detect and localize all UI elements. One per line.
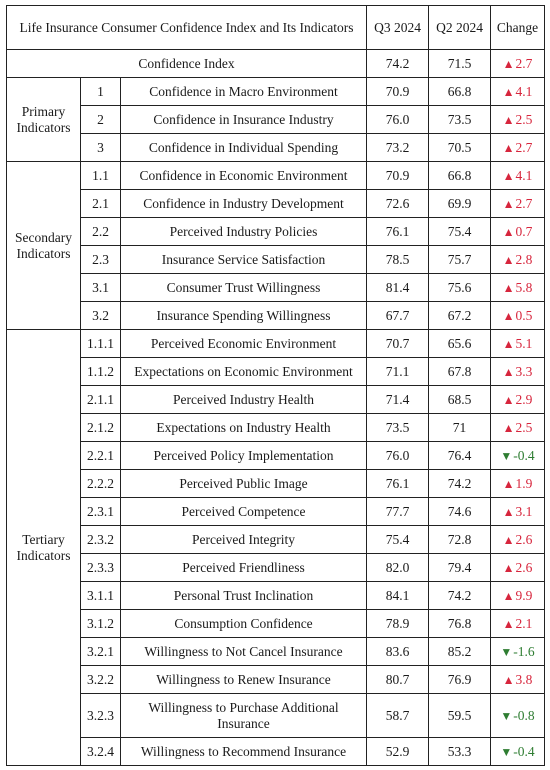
indicator-code: 2.1.2 xyxy=(81,414,121,442)
up-triangle-icon: ▲ xyxy=(502,420,515,435)
q3-value: 76.1 xyxy=(367,218,429,246)
change-value xyxy=(491,78,545,106)
change-value xyxy=(491,246,545,274)
change-number: 2.5 xyxy=(515,111,533,127)
overall-row xyxy=(7,50,545,78)
up-triangle-icon: ▲ xyxy=(502,532,515,547)
change-value xyxy=(491,610,545,638)
change-number: 2.9 xyxy=(515,391,533,407)
down-triangle-icon: ▼ xyxy=(500,744,513,759)
q3-value: 76.0 xyxy=(367,106,429,134)
change-number: -0.8 xyxy=(513,707,535,723)
change-number: 2.6 xyxy=(515,559,533,575)
q3-value: 76.1 xyxy=(367,470,429,498)
q2-value: 66.8 xyxy=(429,162,491,190)
change-value xyxy=(491,358,545,386)
q2-value: 66.8 xyxy=(429,78,491,106)
change-value xyxy=(491,738,545,766)
q3-value: 70.9 xyxy=(367,162,429,190)
up-triangle-icon: ▲ xyxy=(502,364,515,379)
q3-value: 84.1 xyxy=(367,582,429,610)
indicator-code: 1.1.2 xyxy=(81,358,121,386)
confidence-index-table xyxy=(6,5,545,766)
indicator-name: Confidence in Individual Spending xyxy=(121,134,367,162)
q2-value: 76.8 xyxy=(429,610,491,638)
change-value xyxy=(491,638,545,666)
up-triangle-icon: ▲ xyxy=(502,112,515,127)
change-value xyxy=(491,442,545,470)
change-number: 4.1 xyxy=(515,83,533,99)
indicator-name: Perceived Integrity xyxy=(121,526,367,554)
change-value xyxy=(491,694,545,738)
indicator-code: 2.3.1 xyxy=(81,498,121,526)
indicator-name: Perceived Industry Policies xyxy=(121,218,367,246)
q2-value: 68.5 xyxy=(429,386,491,414)
indicator-code: 3.2 xyxy=(81,302,121,330)
overall-label: Confidence Index xyxy=(7,50,367,78)
indicator-code: 3.2.1 xyxy=(81,638,121,666)
indicator-code: 3.2.3 xyxy=(81,694,121,738)
indicator-name: Willingness to Renew Insurance xyxy=(121,666,367,694)
change-value xyxy=(491,218,545,246)
change-number: 2.7 xyxy=(515,195,533,211)
table-row xyxy=(7,526,545,554)
indicator-name: Willingness to Purchase Additional Insurance xyxy=(121,694,367,738)
indicator-code: 3.2.4 xyxy=(81,738,121,766)
overall-q3: 74.2 xyxy=(367,50,429,78)
q2-value: 75.4 xyxy=(429,218,491,246)
table-row xyxy=(7,638,545,666)
up-triangle-icon: ▲ xyxy=(502,616,515,631)
table-body xyxy=(7,6,545,766)
q2-value: 85.2 xyxy=(429,638,491,666)
header-row xyxy=(7,6,545,50)
indicator-name: Consumption Confidence xyxy=(121,610,367,638)
indicator-name: Willingness to Recommend Insurance xyxy=(121,738,367,766)
indicator-code: 2 xyxy=(81,106,121,134)
table-row xyxy=(7,274,545,302)
change-value xyxy=(491,498,545,526)
change-number: 3.8 xyxy=(515,671,533,687)
change-value xyxy=(491,274,545,302)
table-row xyxy=(7,470,545,498)
q3-value: 67.7 xyxy=(367,302,429,330)
table-title: Life Insurance Consumer Confidence Index and Its Indicators xyxy=(7,6,367,50)
table-row xyxy=(7,162,545,190)
up-triangle-icon: ▲ xyxy=(502,672,515,687)
up-triangle-icon: ▲ xyxy=(502,196,515,211)
change-number: 2.6 xyxy=(515,531,533,547)
change-number: -0.4 xyxy=(513,743,535,759)
q2-value: 74.6 xyxy=(429,498,491,526)
overall-q2: 71.5 xyxy=(429,50,491,78)
group-label: Secondary Indicators xyxy=(7,162,81,330)
indicator-code: 2.3 xyxy=(81,246,121,274)
indicator-name: Perceived Policy Implementation xyxy=(121,442,367,470)
change-value xyxy=(491,386,545,414)
indicator-code: 2.3.2 xyxy=(81,526,121,554)
change-value xyxy=(491,554,545,582)
table-row xyxy=(7,498,545,526)
up-triangle-icon: ▲ xyxy=(502,308,515,323)
table-row xyxy=(7,386,545,414)
down-triangle-icon: ▼ xyxy=(500,644,513,659)
indicator-name: Expectations on Industry Health xyxy=(121,414,367,442)
indicator-name: Insurance Spending Willingness xyxy=(121,302,367,330)
q2-value: 75.6 xyxy=(429,274,491,302)
change-number: 5.1 xyxy=(515,335,533,351)
q2-value: 74.2 xyxy=(429,582,491,610)
q3-value: 81.4 xyxy=(367,274,429,302)
q2-value: 70.5 xyxy=(429,134,491,162)
q3-value: 70.7 xyxy=(367,330,429,358)
change-number: 2.8 xyxy=(515,251,533,267)
up-triangle-icon: ▲ xyxy=(502,168,515,183)
change-value xyxy=(491,106,545,134)
q2-value: 73.5 xyxy=(429,106,491,134)
indicator-code: 1.1.1 xyxy=(81,330,121,358)
indicator-name: Confidence in Insurance Industry xyxy=(121,106,367,134)
q3-value: 73.2 xyxy=(367,134,429,162)
q2-column-header: Q2 2024 xyxy=(429,6,491,50)
indicator-code: 2.2.1 xyxy=(81,442,121,470)
table-row xyxy=(7,694,545,738)
q3-value: 58.7 xyxy=(367,694,429,738)
q2-value: 67.8 xyxy=(429,358,491,386)
table-row xyxy=(7,134,545,162)
indicator-code: 2.1 xyxy=(81,190,121,218)
indicator-name: Perceived Public Image xyxy=(121,470,367,498)
indicator-code: 1.1 xyxy=(81,162,121,190)
table-row xyxy=(7,330,545,358)
change-value xyxy=(491,470,545,498)
q3-value: 78.5 xyxy=(367,246,429,274)
change-number: -1.6 xyxy=(513,643,535,659)
change-value xyxy=(491,134,545,162)
change-number: 5.8 xyxy=(515,279,533,295)
table-row xyxy=(7,358,545,386)
overall-change xyxy=(491,50,545,78)
change-value xyxy=(491,302,545,330)
q3-value: 75.4 xyxy=(367,526,429,554)
indicator-name: Perceived Economic Environment xyxy=(121,330,367,358)
table-row xyxy=(7,738,545,766)
change-number: 1.9 xyxy=(515,475,533,491)
q2-value: 69.9 xyxy=(429,190,491,218)
q3-value: 76.0 xyxy=(367,442,429,470)
indicator-code: 2.1.1 xyxy=(81,386,121,414)
q3-value: 82.0 xyxy=(367,554,429,582)
q2-value: 59.5 xyxy=(429,694,491,738)
q3-value: 80.7 xyxy=(367,666,429,694)
change-column-header: Change xyxy=(491,6,545,50)
change-number: 3.1 xyxy=(515,503,533,519)
change-value xyxy=(491,526,545,554)
q2-value: 67.2 xyxy=(429,302,491,330)
indicator-name: Personal Trust Inclination xyxy=(121,582,367,610)
indicator-code: 2.3.3 xyxy=(81,554,121,582)
indicator-name: Willingness to Not Cancel Insurance xyxy=(121,638,367,666)
q3-value: 52.9 xyxy=(367,738,429,766)
down-triangle-icon: ▼ xyxy=(500,708,513,723)
change-number: 0.7 xyxy=(515,223,533,239)
table-row xyxy=(7,442,545,470)
indicator-code: 3.1 xyxy=(81,274,121,302)
indicator-code: 3.2.2 xyxy=(81,666,121,694)
indicator-name: Perceived Friendliness xyxy=(121,554,367,582)
change-number: 2.5 xyxy=(515,419,533,435)
table-row xyxy=(7,218,545,246)
q3-value: 83.6 xyxy=(367,638,429,666)
up-triangle-icon: ▲ xyxy=(502,476,515,491)
indicator-name: Consumer Trust Willingness xyxy=(121,274,367,302)
table-row xyxy=(7,554,545,582)
up-triangle-icon: ▲ xyxy=(502,56,515,71)
table-row xyxy=(7,246,545,274)
up-triangle-icon: ▲ xyxy=(502,280,515,295)
table-row xyxy=(7,666,545,694)
q2-value: 76.9 xyxy=(429,666,491,694)
indicator-name: Insurance Service Satisfaction xyxy=(121,246,367,274)
q3-value: 71.4 xyxy=(367,386,429,414)
indicator-name: Expectations on Economic Environment xyxy=(121,358,367,386)
q2-value: 71 xyxy=(429,414,491,442)
q3-value: 78.9 xyxy=(367,610,429,638)
indicator-name: Perceived Competence xyxy=(121,498,367,526)
down-triangle-icon: ▼ xyxy=(500,448,513,463)
q3-column-header: Q3 2024 xyxy=(367,6,429,50)
change-number: 4.1 xyxy=(515,167,533,183)
q3-value: 73.5 xyxy=(367,414,429,442)
up-triangle-icon: ▲ xyxy=(502,224,515,239)
table-row xyxy=(7,302,545,330)
q3-value: 70.9 xyxy=(367,78,429,106)
up-triangle-icon: ▲ xyxy=(502,392,515,407)
table-row xyxy=(7,106,545,134)
change-value xyxy=(491,666,545,694)
up-triangle-icon: ▲ xyxy=(502,84,515,99)
indicator-name: Perceived Industry Health xyxy=(121,386,367,414)
q2-value: 72.8 xyxy=(429,526,491,554)
q2-value: 74.2 xyxy=(429,470,491,498)
group-label: Primary Indicators xyxy=(7,78,81,162)
change-number: 3.3 xyxy=(515,363,533,379)
overall-change-value: 2.7 xyxy=(515,55,533,71)
indicator-name: Confidence in Industry Development xyxy=(121,190,367,218)
up-triangle-icon: ▲ xyxy=(502,252,515,267)
change-number: 2.1 xyxy=(515,615,533,631)
q2-value: 65.6 xyxy=(429,330,491,358)
change-value xyxy=(491,414,545,442)
up-triangle-icon: ▲ xyxy=(502,560,515,575)
indicator-code: 1 xyxy=(81,78,121,106)
indicator-code: 3.1.2 xyxy=(81,610,121,638)
change-value xyxy=(491,582,545,610)
indicator-code: 3.1.1 xyxy=(81,582,121,610)
change-number: 9.9 xyxy=(515,587,533,603)
indicator-name: Confidence in Economic Environment xyxy=(121,162,367,190)
up-triangle-icon: ▲ xyxy=(502,140,515,155)
indicator-code: 2.2.2 xyxy=(81,470,121,498)
indicator-code: 2.2 xyxy=(81,218,121,246)
group-label: Tertiary Indicators xyxy=(7,330,81,766)
table-row xyxy=(7,414,545,442)
up-triangle-icon: ▲ xyxy=(502,336,515,351)
change-number: -0.4 xyxy=(513,447,535,463)
change-number: 0.5 xyxy=(515,307,533,323)
table-row xyxy=(7,190,545,218)
up-triangle-icon: ▲ xyxy=(502,504,515,519)
change-value xyxy=(491,190,545,218)
q2-value: 53.3 xyxy=(429,738,491,766)
indicator-name: Confidence in Macro Environment xyxy=(121,78,367,106)
table-row xyxy=(7,78,545,106)
change-number: 2.7 xyxy=(515,139,533,155)
q3-value: 72.6 xyxy=(367,190,429,218)
change-value xyxy=(491,162,545,190)
q3-value: 71.1 xyxy=(367,358,429,386)
table-row xyxy=(7,582,545,610)
q2-value: 76.4 xyxy=(429,442,491,470)
indicator-code: 3 xyxy=(81,134,121,162)
change-value xyxy=(491,330,545,358)
q3-value: 77.7 xyxy=(367,498,429,526)
up-triangle-icon: ▲ xyxy=(502,588,515,603)
q2-value: 75.7 xyxy=(429,246,491,274)
table-row xyxy=(7,610,545,638)
q2-value: 79.4 xyxy=(429,554,491,582)
